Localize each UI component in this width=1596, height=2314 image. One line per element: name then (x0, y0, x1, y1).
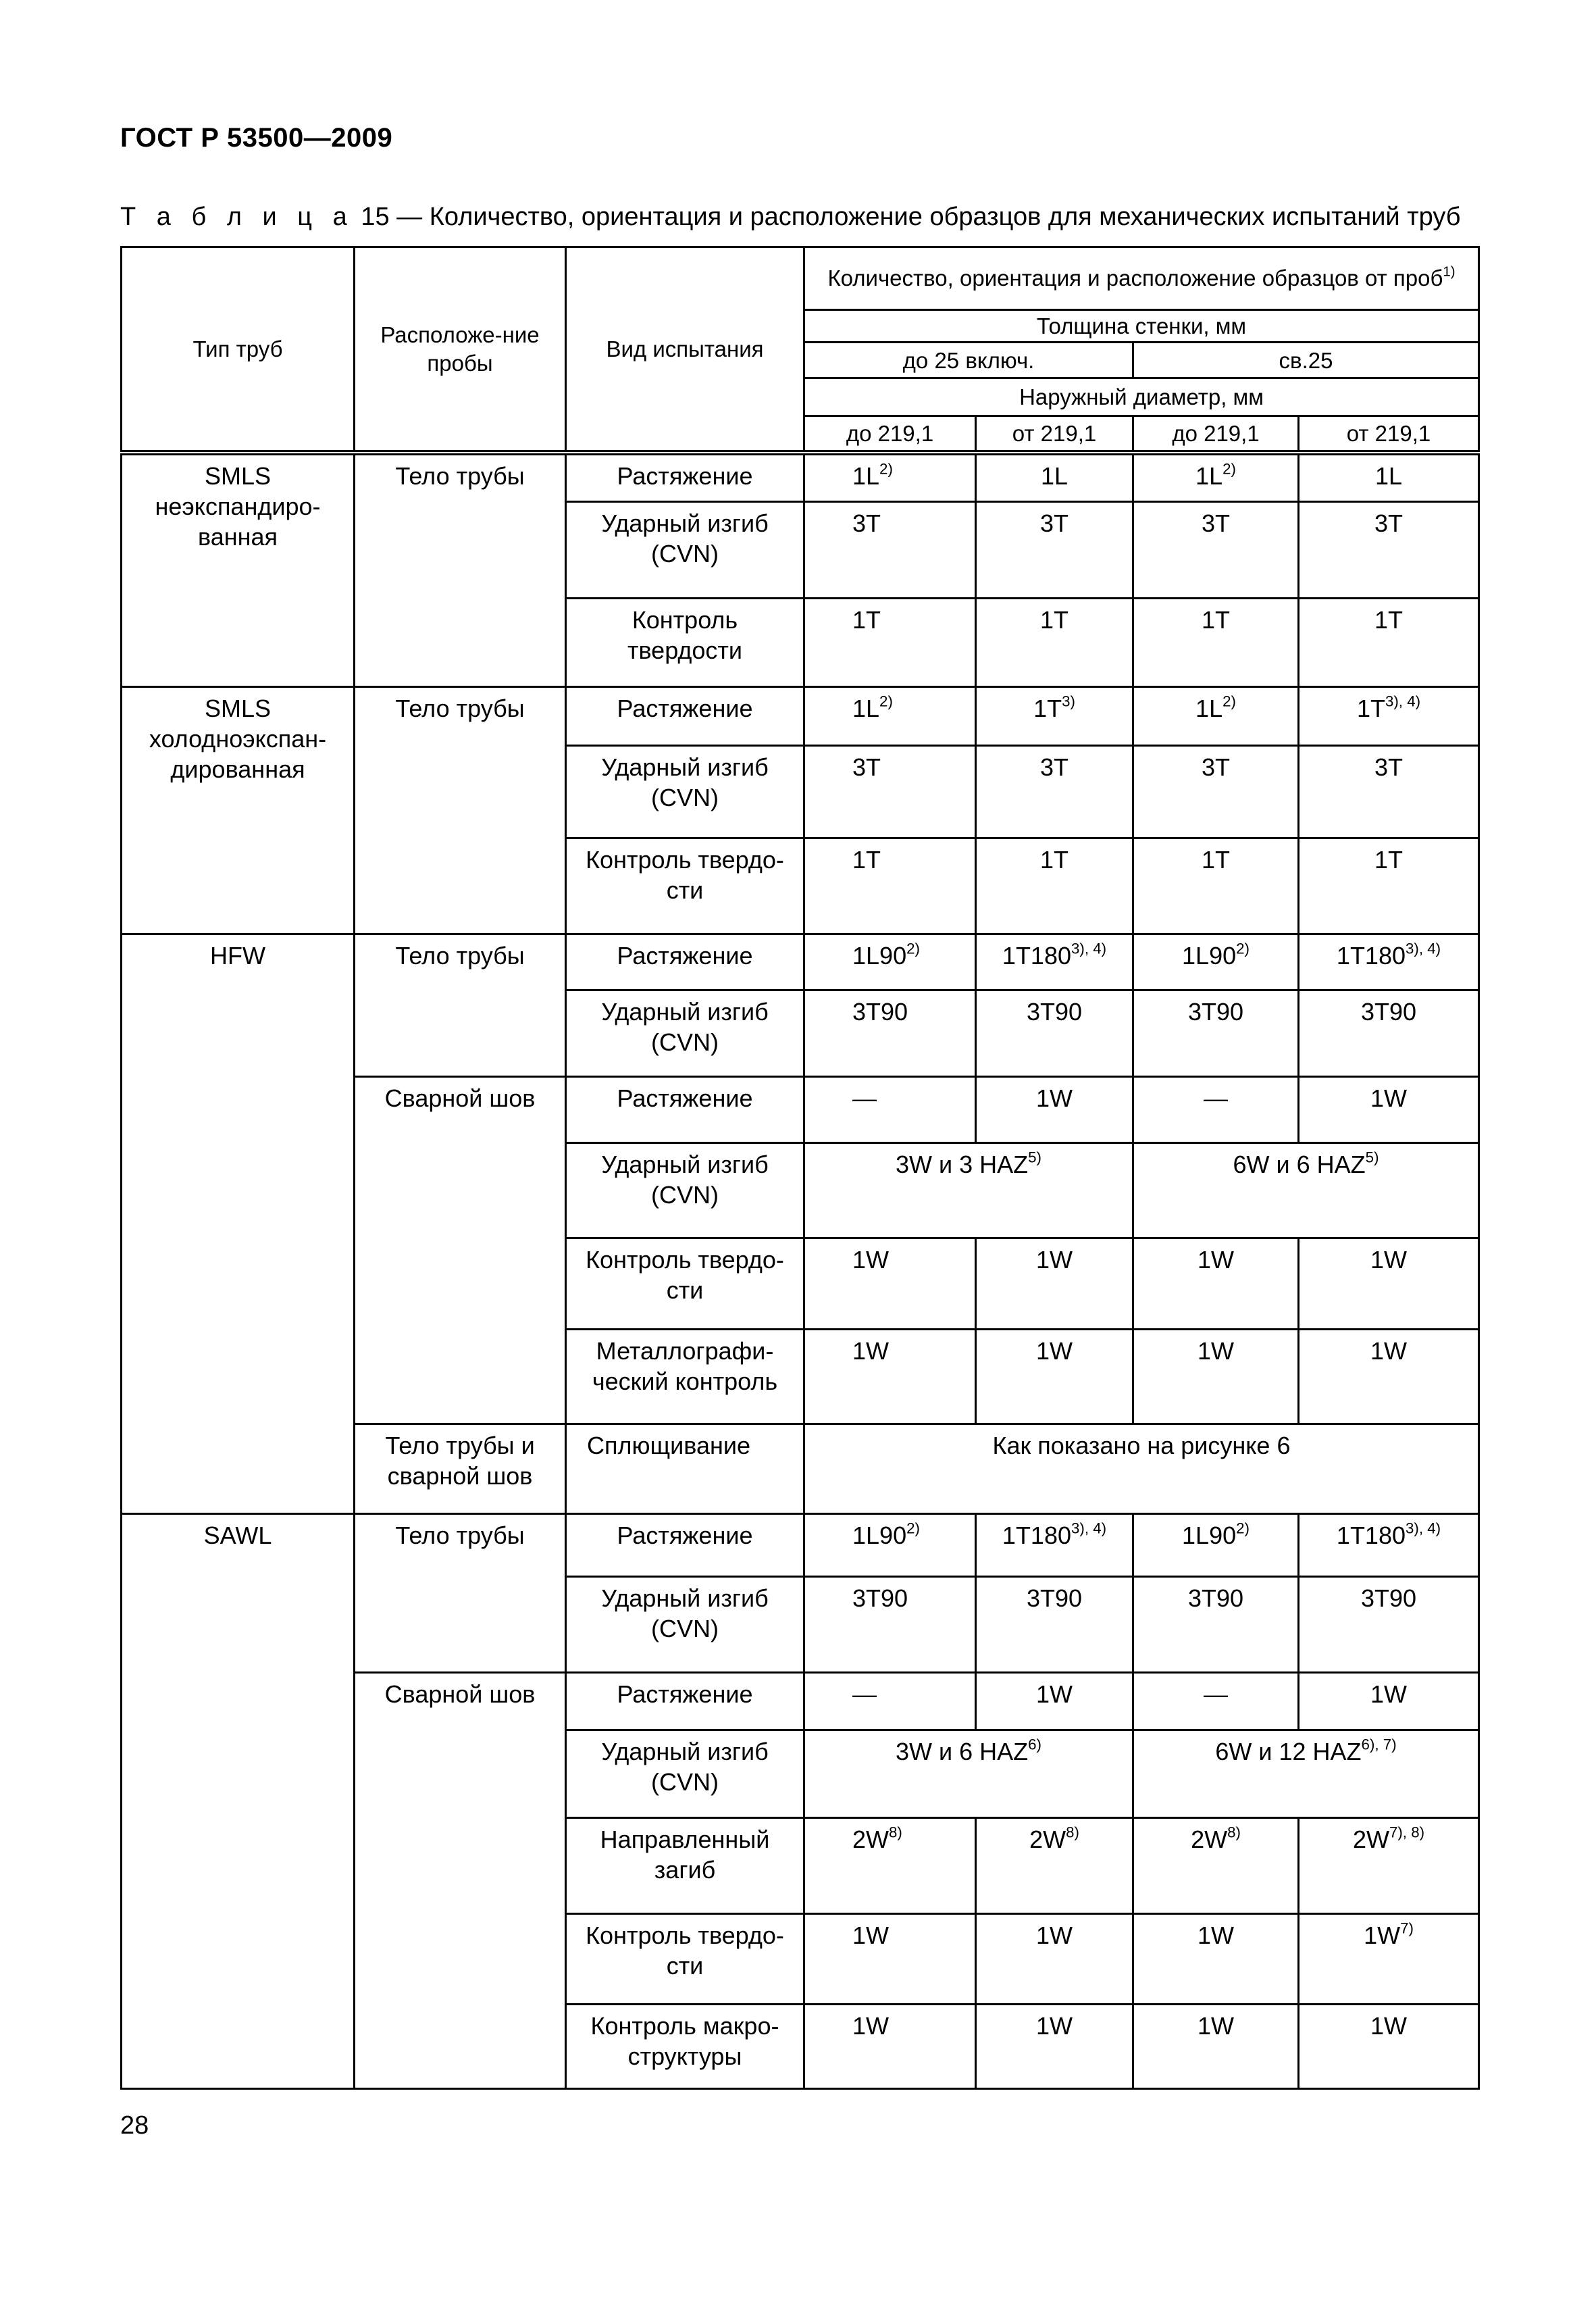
head-group (804, 247, 1479, 310)
table-caption (120, 203, 1461, 232)
value-cell: 1W (1299, 1329, 1479, 1424)
caption-number: 15 (361, 203, 390, 231)
value-cell: $2W^{8)}$ (804, 1817, 976, 1914)
value-cell: 1T (1299, 599, 1479, 687)
value-cell: 3T90 (1299, 990, 1479, 1077)
value-cell: 1W (976, 1076, 1133, 1143)
location-body-and-weld: Тело трубы и сварной шов (355, 1424, 566, 1514)
value-cell: 1W (1133, 1914, 1299, 2005)
value-cell: 1T (804, 838, 976, 934)
value-cell: 3W и 3 HAZ$^{5)}$ (804, 1143, 1133, 1238)
head-wall-a: до 25 включ. (804, 343, 1133, 378)
value-cell: 1W (1299, 1238, 1479, 1330)
test-tension: Растяжение (566, 686, 804, 745)
value-cell: 3T (1133, 502, 1299, 599)
value-cell: 1W (1299, 1672, 1479, 1730)
test-tension: Растяжение (566, 934, 804, 990)
value-cell: 1W (804, 1914, 976, 2005)
type-smls-non-expanded: SMLS неэкспандиро-ванная (122, 453, 355, 686)
value-cell: 1L90$^{2)}$ (1133, 934, 1299, 990)
location-body: Тело трубы (355, 1514, 566, 1672)
head-d4: от 219,1 (1299, 416, 1479, 453)
value-cell: 1W (976, 2005, 1133, 2089)
value-cell: 1L90$^{2)}$ (1133, 1514, 1299, 1577)
location-weld: Сварной шов (355, 1076, 566, 1424)
value-cell: $1L^{2)}$ (1133, 686, 1299, 745)
value-cell: $1T^{3), 4)}$ (1299, 686, 1479, 745)
value-cell: 3T (976, 502, 1133, 599)
value-cell: 1T (1133, 838, 1299, 934)
value-cell-flattening: Как показано на рисунке 6 (804, 1424, 1479, 1514)
value-cell: 3T (1299, 502, 1479, 599)
value-cell: $2W^{8)}$ (1133, 1817, 1299, 1914)
test-impact: Ударный изгиб (CVN) (566, 1730, 804, 1818)
test-impact: Ударный изгиб (CVN) (566, 746, 804, 838)
head-d1: до 219,1 (804, 416, 976, 453)
location-body: Тело трубы (355, 453, 566, 686)
test-impact: Ударный изгиб (CVN) (566, 502, 804, 599)
value-cell: $1L^{2)}$ (1133, 453, 1299, 501)
test-hardness: Контроль твердо-сти (566, 1238, 804, 1330)
value-cell: 1W (1133, 1329, 1299, 1424)
value-cell: 6W и 6 HAZ$^{5)}$ (1133, 1143, 1479, 1238)
specimen-table (120, 246, 1480, 2090)
head-group-note: 1) (1443, 263, 1456, 280)
test-guided-bend: Направленный загиб (566, 1817, 804, 1914)
head-wall-b: св.25 (1133, 343, 1479, 378)
test-hardness: Контроль твердо-сти (566, 838, 804, 934)
value-cell: 1W (1299, 2005, 1479, 2089)
value-cell: $2W^{7), 8)}$ (1299, 1817, 1479, 1914)
value-cell: — (1133, 1672, 1299, 1730)
value-cell: 3T90 (1299, 1576, 1479, 1672)
test-macrostructure: Контроль макро-структуры (566, 2005, 804, 2089)
value-cell: $1T180^{3), 4)}$ (976, 1514, 1133, 1577)
head-group-text: Количество, ориентация и расположение образцов от проб (827, 266, 1443, 291)
head-test-type: Вид испытания (566, 247, 804, 453)
type-smls-cold-expanded: SMLS холодноэкспан-дированная (122, 686, 355, 934)
value-cell: 1W (976, 1914, 1133, 2005)
value-cell: 6W и 12 $HAZ^{6), 7)}$ (1133, 1730, 1479, 1818)
test-flattening: Сплющивание (566, 1424, 804, 1514)
location-body: Тело трубы (355, 686, 566, 934)
value-cell: $1T^{3)}$ (976, 686, 1133, 745)
test-tension: Растяжение (566, 453, 804, 501)
location-body: Тело трубы (355, 934, 566, 1076)
value-cell: 1W (804, 1238, 976, 1330)
value-cell: 3T (1299, 746, 1479, 838)
head-wall: Толщина стенки, мм (804, 309, 1479, 343)
test-hardness: Контроль твердо-сти (566, 1914, 804, 2005)
document-header: ГОСТ Р 53500—2009 (120, 123, 393, 153)
value-cell: 3T (804, 746, 976, 838)
head-diameter: Наружный диаметр, мм (804, 378, 1479, 416)
location-weld: Сварной шов (355, 1672, 566, 2088)
head-pipe-type: Тип труб (122, 247, 355, 453)
type-sawl: SAWL (122, 1514, 355, 2089)
value-cell: 3T90 (976, 990, 1133, 1077)
value-cell: 1W (804, 2005, 976, 2089)
caption-text: — Количество, ориентация и расположение образцов для механических испытаний труб (389, 203, 1461, 231)
value-cell: $1W^{7)}$ (1299, 1914, 1479, 2005)
test-impact: Ударный изгиб (CVN) (566, 990, 804, 1077)
test-tension: Растяжение (566, 1514, 804, 1577)
value-cell: 3T (976, 746, 1133, 838)
value-cell: 3T90 (976, 1576, 1133, 1672)
head-d2: от 219,1 (976, 416, 1133, 453)
test-hardness: Контроль твердости (566, 599, 804, 687)
value-cell: 1L (976, 453, 1133, 501)
value-cell: 1L90$^{2)}$ (804, 934, 976, 990)
value-cell: $1T180^{3), 4)}$ (1299, 934, 1479, 990)
value-cell: — (1133, 1076, 1299, 1143)
value-cell: 3T (804, 502, 976, 599)
value-cell: 1L90$^{2)}$ (804, 1514, 976, 1577)
value-cell: 3T90 (804, 990, 976, 1077)
value-cell: $1T180^{3), 4)}$ (976, 934, 1133, 990)
value-cell: 3T (1133, 746, 1299, 838)
value-cell: $1L^{2)}$ (804, 453, 976, 501)
value-cell: 1T (804, 599, 976, 687)
value-cell: — (804, 1076, 976, 1143)
value-cell: 1T (1299, 838, 1479, 934)
type-hfw: HFW (122, 934, 355, 1514)
head-location: Расположе-ние пробы (355, 247, 566, 453)
page-number: 28 (120, 2111, 149, 2140)
value-cell: 1L (1299, 453, 1479, 501)
test-impact: Ударный изгиб (CVN) (566, 1576, 804, 1672)
test-metallography: Металлографи-ческий контроль (566, 1329, 804, 1424)
value-cell: 1T (976, 599, 1133, 687)
value-cell: 1W (1133, 1238, 1299, 1330)
value-cell: 3T90 (1133, 1576, 1299, 1672)
head-d3: до 219,1 (1133, 416, 1299, 453)
value-cell: 3T90 (804, 1576, 976, 1672)
value-cell: 3T90 (1133, 990, 1299, 1077)
value-cell: 1W (1133, 2005, 1299, 2089)
value-cell: 1T (976, 838, 1133, 934)
value-cell: $1T180^{3), 4)}$ (1299, 1514, 1479, 1577)
value-cell: 1W (976, 1329, 1133, 1424)
value-cell: 1W (976, 1672, 1133, 1730)
value-cell: 3W и 6 HAZ$^{6)}$ (804, 1730, 1133, 1818)
test-impact: Ударный изгиб (CVN) (566, 1143, 804, 1238)
value-cell: — (804, 1672, 976, 1730)
test-tension: Растяжение (566, 1672, 804, 1730)
caption-label: Т а б л и ц а (120, 203, 354, 231)
value-cell: $1L^{2)}$ (804, 686, 976, 745)
value-cell: 1W (804, 1329, 976, 1424)
value-cell: $2W^{8)}$ (976, 1817, 1133, 1914)
value-cell: 1T (1133, 599, 1299, 687)
test-tension: Растяжение (566, 1076, 804, 1143)
value-cell: 1W (1299, 1076, 1479, 1143)
value-cell: 1W (976, 1238, 1133, 1330)
